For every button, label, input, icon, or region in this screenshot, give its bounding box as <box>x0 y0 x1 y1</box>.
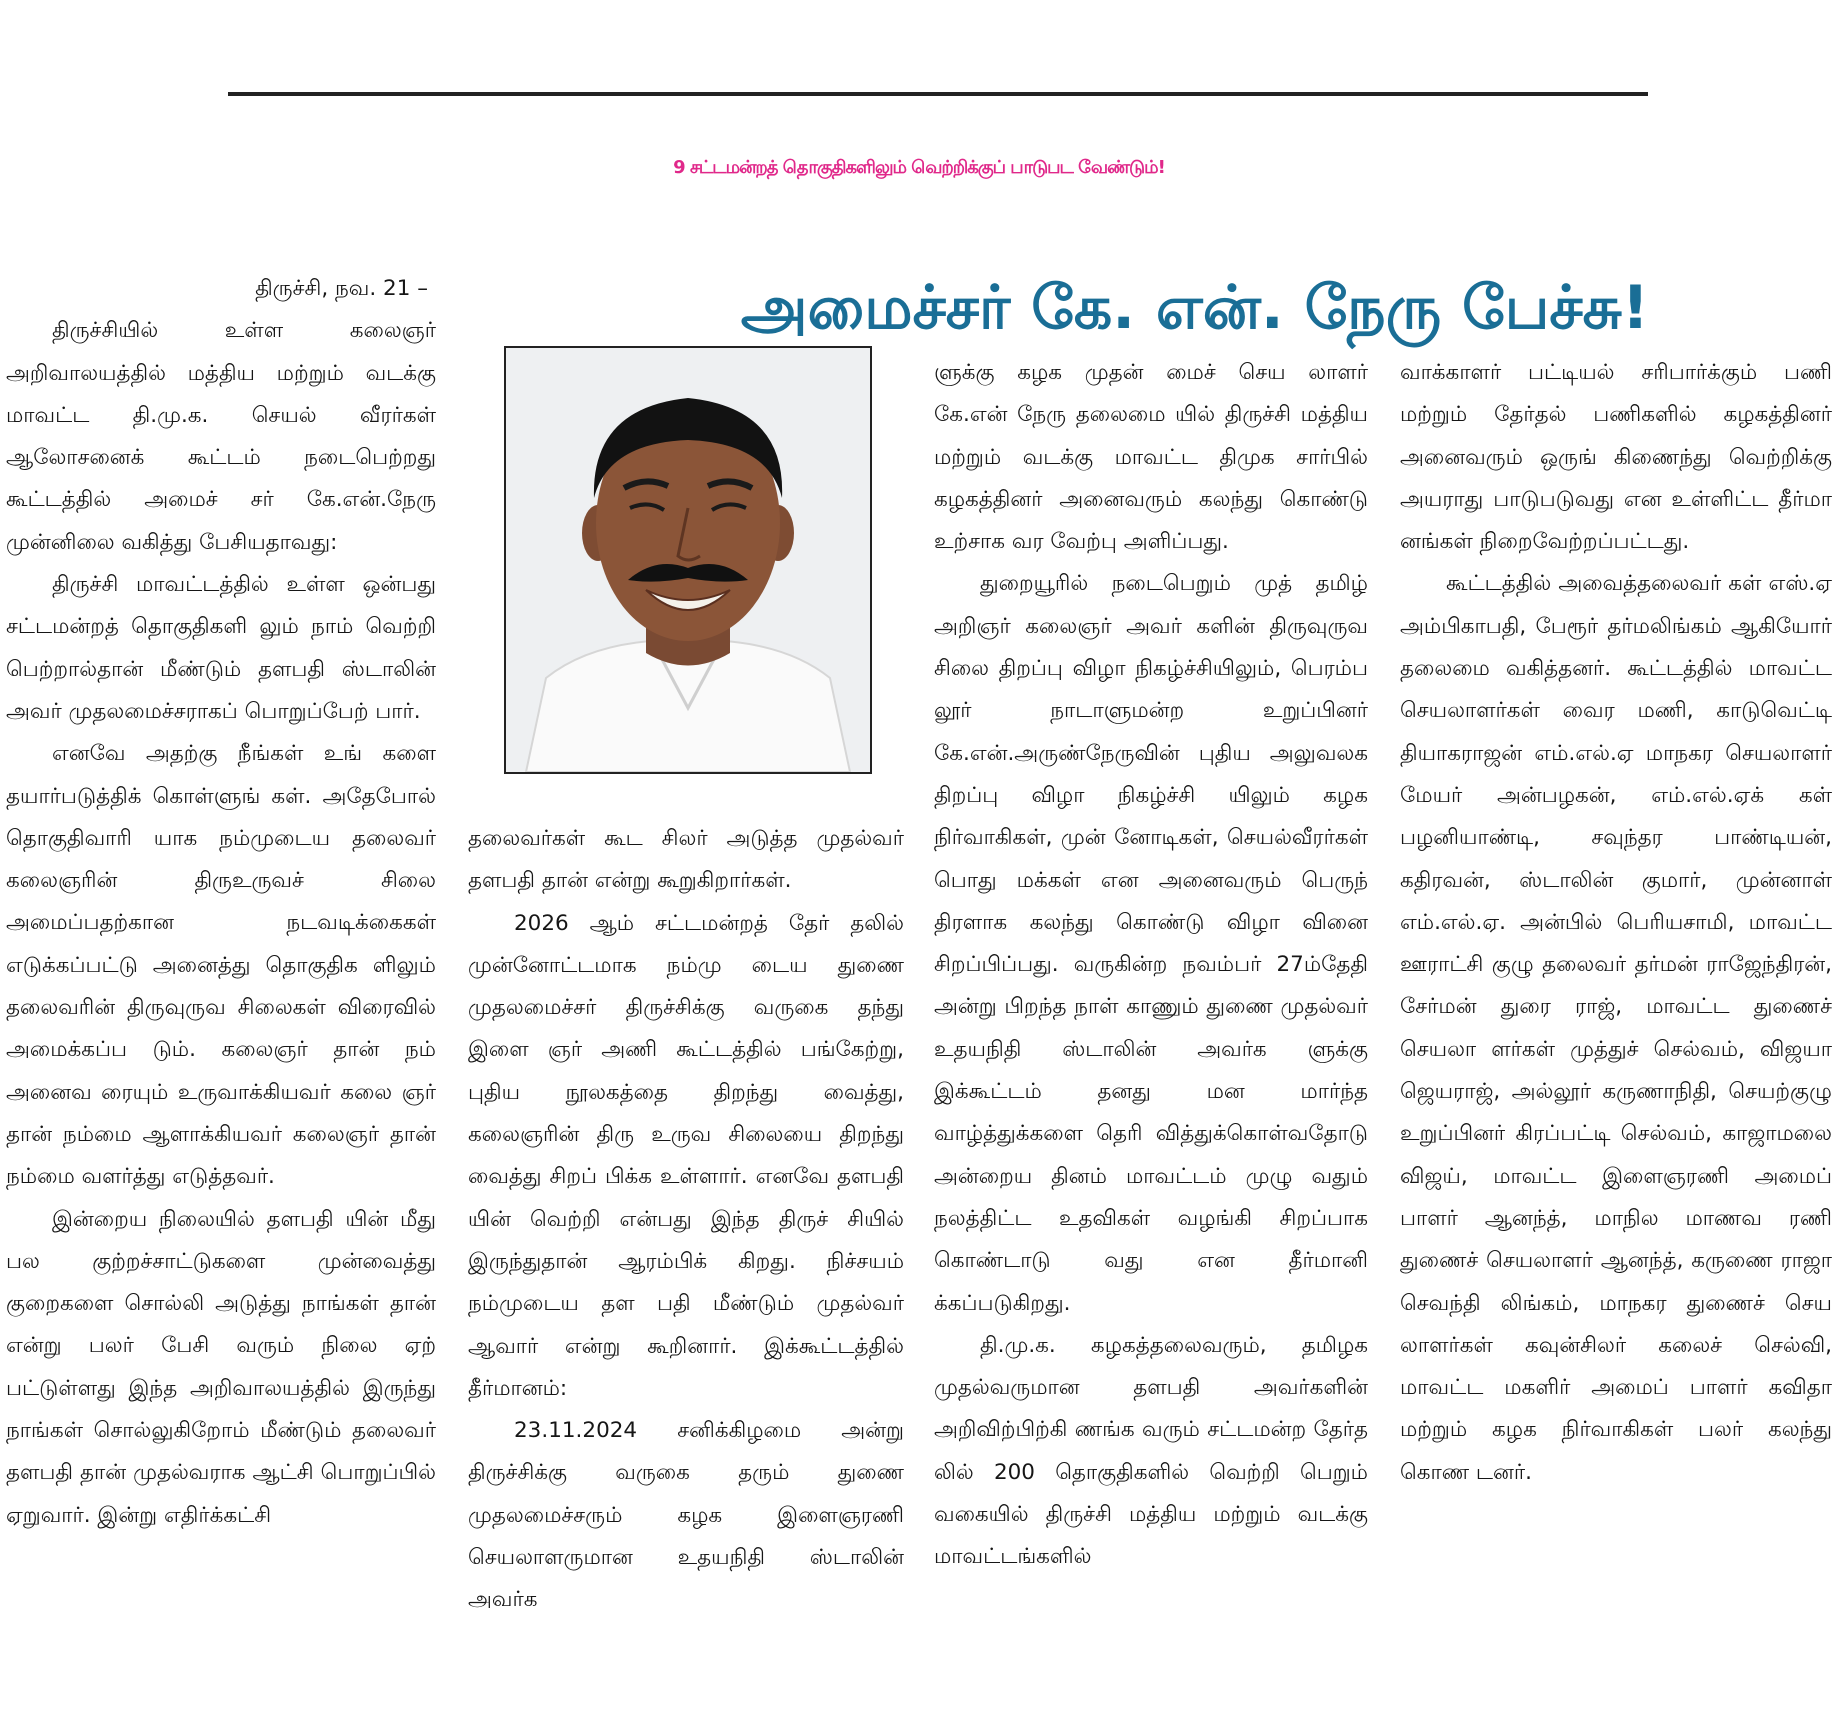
paragraph: 2026 ஆம் சட்டமன்றத் தேர் தலில் முன்னோட்டமாக நம்மு டைய துணை முதலமைச்சர் திருச்சிக்கு வருகை தந்து இளை ஞர் அணி கூட்டத்தில் பங்கேற்று, புதிய நூலகத்தை திறந்து வைத்து, கலைஞரின் திரு உருவ சிலையை திறந்து வைத்து சிறப் பிக்க உள்ளார். எனவே தளபதி யின் வெற்றி என்பது இந்த திருச் சியில் இருந்துதான் ஆரம்பிக் கிறது. நிச்சயம் நம்முடைய தள பதி மீண்டும் முதல்வர் ஆவார் என்று கூறினார். இக்கூட்டத்தில் தீர்மானம்: <box>468 910 904 1401</box>
paragraph: திருச்சி மாவட்டத்தில் உள்ள ஒன்பது சட்டமன்றத் தொகுதிகளி லும் நாம் வெற்றி பெற்றால்தான் மீண்டும் தளபதி ஸ்டாலின் அவர் முதலமைச்சராகப் பொறுப்பேற் பார். <box>6 572 436 724</box>
paragraph: துறையூரில் நடைபெறும் முத் தமிழ் அறிஞர் கலைஞர் அவர் களின் திருவுருவ சிலை திறப்பு விழா நிகழ்ச்சியிலும், பெரம்ப லூர் நாடாளுமன்ற உறுப்பினர் கே.என்.அருண்நேருவின் புதிய அலுவலக திறப்பு விழா நிகழ்ச்சி யிலும் கழக நிர்வாகிகள், முன் னோடிகள், செயல்வீரர்கள் பொது மக்கள் என அனைவரும் பெருந் திரளாக கலந்து கொண்டு விழா வினை சிறப்பிப்பது. வருகின்ற நவம்பர் 27ம்தேதி அன்று பிறந்த நாள் காணும் துணை முதல்வர் உதயநிதி ஸ்டாலின் அவர்க ளுக்கு இக்கூட்டம் தனது மன மார்ந்த வாழ்த்துக்களை தெரி வித்துக்கொள்வதோடு அன்றைய தினம் மாவட்டம் முழு வதும் நலத்திட்ட உதவிகள் வழங்கி சிறப்பாக கொண்டாடு வது என தீர்மானி க்கப்படுகிறது. <box>934 571 1368 1316</box>
article-subhead: அமைச்சர் கே. என். நேரு பேச்சு! <box>740 273 1650 343</box>
paragraph: ளுக்கு கழக முதன் மைச் செய லாளர் கே.என் நேரு தலைமை யில் திருச்சி மத்திய மற்றும் வடக்கு மாவட்ட திமுக சார்பில் கழகத்தினர் அனைவரும் கலந்து கொண்டு உற்சாக வர வேற்பு அளிப்பது. <box>934 360 1368 555</box>
paragraph: தி.மு.க. கழகத்தலைவரும், தமிழக முதல்வருமான தளபதி அவர்களின் அறிவிற்பிற்கி ணங்க வரும் சட்டமன்ற தேர்த லில் 200 தொகுதிகளில் வெற்றி பெறும் வகையில் திருச்சி மத்திய மற்றும் வடக்கு மாவட்டங்களில் <box>934 1332 1368 1570</box>
column-2 <box>468 818 904 1622</box>
portrait-photo-graphic <box>506 348 870 772</box>
column-4 <box>1400 352 1832 1494</box>
portrait-photo <box>504 346 872 774</box>
article-headline: 9 சட்டமன்றத் தொகுதிகளிலும் வெற்றிக்குப் பாடுபட வேண்டும்! <box>673 157 1165 178</box>
kicker-rule <box>228 92 1648 96</box>
paragraph: கூட்டத்தில் அவைத்தலைவர் கள் எஸ்.ஏ அம்பிகாபதி, பேரூர் தர்மலிங்கம் ஆகியோர் தலைமை வகித்தனர். கூட்டத்தில் மாவட்ட செயலாளர்கள் வைர மணி, காடுவெட்டி தியாகராஜன் எம்.எல்.ஏ மாநகர செயலாளர் மேயர் அன்பழகன், எம்.எல்.ஏக் கள் பழனியாண்டி, சவுந்தர பாண்டியன், கதிரவன், ஸ்டாலின் குமார், முன்னாள் எம்.எல்.ஏ. அன்பில் பெரியசாமி, மாவட்ட ஊராட்சி குழு தலைவர் தர்மன் ராஜேந்திரன், சேர்மன் துரை ராஜ், மாவட்ட துணைச் செயலா ளர்கள் முத்துச் செல்வம், விஜயா ஜெயராஜ், அல்லூர் கருணாநிதி, செயற்குழு உறுப்பினர் கிரப்பட்டி செல்வம், காஜாமலை விஜய், மாவட்ட இளைஞரணி அமைப் பாளர் ஆனந்த், மாநில மாணவ ரணி துணைச் செயலாளர் ஆனந்த், கருணை ராஜா செவந்தி லிங்கம், மாநகர துணைச் செய லாளர்கள் கவுன்சிலர் கலைச் செல்வி, மாவட்ட மகளிர் அமைப் பாளர் கவிதா மற்றும் கழக நிர்வாகிகள் பலர் கலந்து கொண டனர். <box>1400 571 1832 1485</box>
dateline: திருச்சி, நவ. 21 – <box>255 276 428 301</box>
paragraph: 23.11.2024 சனிக்கிழமை அன்று திருச்சிக்கு வருகை தரும் துணை முதலமைச்சரும் கழக இளைஞரணி செயலாளருமான உதயநிதி ஸ்டாலின் அவர்க <box>468 1418 904 1613</box>
paragraph: வாக்காளர் பட்டியல் சரிபார்க்கும் பணி மற்றும் தேர்தல் பணிகளில் கழகத்தினர் அனைவரும் ஒருங் கிணைந்து வெற்றிக்கு அயராது பாடுபடுவது என உள்ளிட்ட தீர்மா னங்கள் நிறைவேற்றப்பட்டது. <box>1400 360 1832 555</box>
paragraph: எனவே அதற்கு நீங்கள் உங் களை தயார்படுத்திக் கொள்ளுங் கள். அதேபோல் தொகுதிவாரி யாக நம்முடைய தலைவர் கலைஞரின் திருஉருவச் சிலை அமைப்பதற்கான நடவடிக்கைகள் எடுக்கப்பட்டு அனைத்து தொகுதிக ளிலும் தலைவரின் திருவுருவ சிலைகள் விரைவில் அமைக்கப்ப டும். கலைஞர் தான் நம் அனைவ ரையும் உருவாக்கியவர் கலை ஞர் தான் நம்மை ஆளாக்கியவர் கலைஞர் தான் நம்மை வளர்த்து எடுத்தவர். <box>6 741 436 1190</box>
column-3 <box>934 352 1368 1579</box>
article-kicker <box>0 6 1838 86</box>
paragraph: தலைவர்கள் கூட சிலர் அடுத்த முதல்வர் தளபதி தான் என்று கூறுகிறார்கள். <box>468 826 904 894</box>
paragraph: திருச்சியில் உள்ள கலைஞர் அறிவாலயத்தில் மத்திய மற்றும் வடக்கு மாவட்ட தி.மு.க. செயல் வீரர்கள் ஆலோசனைக் கூட்டம் நடைபெற்றது கூட்டத்தில் அமைச் சர் கே.என்.நேரு முன்னிலை வகித்து பேசியதாவது: <box>6 318 436 555</box>
column-1 <box>6 268 436 1537</box>
paragraph: இன்றைய நிலையில் தளபதி யின் மீது பல குற்றச்சாட்டுகளை முன்வைத்து குறைகளை சொல்லி அடுத்து நாங்கள் தான் என்று பலர் பேசி வரும் நிலை ஏற் பட்டுள்ளது இந்த அறிவாலயத்தில் இருந்து நாங்கள் சொல்லுகிறோம் மீண்டும் தலைவர் தளபதி தான் முதல்வராக ஆட்சி பொறுப்பில் ஏறுவார். இன்று எதிர்க்கட்சி <box>6 1206 436 1528</box>
